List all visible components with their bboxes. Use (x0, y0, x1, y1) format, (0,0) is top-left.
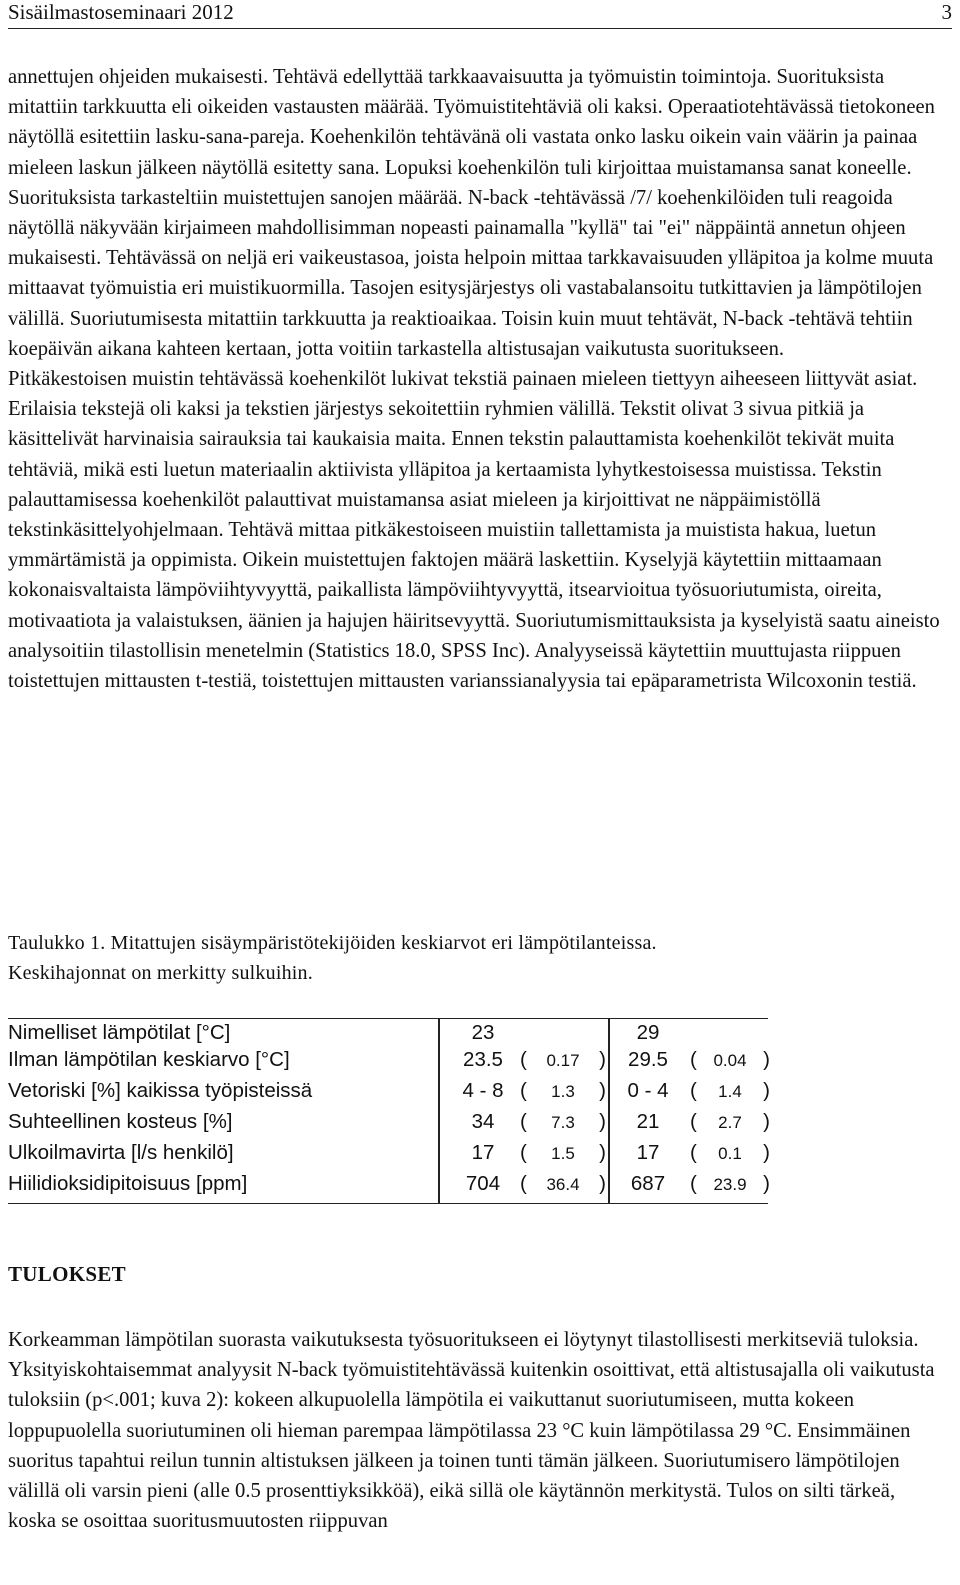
row-sd-29: ( 2.7 ) (690, 1110, 770, 1133)
sd-value: 0.04 (713, 1051, 747, 1070)
row-sd-29: ( 0.1 ) (690, 1141, 770, 1164)
row-label: Ilman lämpötilan keskiarvo [°C] (8, 1048, 290, 1071)
sd-value: 0.1 (718, 1144, 742, 1163)
row-sd-23: ( 7.3 ) (520, 1110, 606, 1133)
table-row (8, 1077, 768, 1108)
running-header (8, 0, 952, 29)
row-value-23: 704 (465, 1172, 501, 1195)
table-caption (8, 928, 944, 988)
header-col-23: 23 (471, 1021, 495, 1044)
row-sd-29: ( 1.4 ) (690, 1079, 770, 1102)
row-sd-29: ( 0.04 ) (690, 1048, 770, 1071)
row-sd-29: ( 23.9 ) (690, 1172, 770, 1195)
row-label: Ulkoilmavirta [l/s henkilö] (8, 1141, 234, 1164)
page-number: 3 (941, 0, 952, 24)
caption-line-1: Taulukko 1. Mitattujen sisäympäristötekijöiden keskiarvot eri lämpötilanteissa. (8, 932, 657, 954)
header-label: Nimelliset lämpötilat [°C] (8, 1021, 231, 1044)
row-label: Vetoriski [%] kaikissa työpisteissä (8, 1079, 313, 1102)
paragraph-methods-1: annettujen ohjeiden mukaisesti. Tehtävä edellyttää tarkkaavaisuutta ja työmuistin toimintoja. Suorituksista mitattiin tarkkuutta eli oikeiden vastausten määrää. Työmuistitehtäviä oli kaksi. Operaatiotehtävässä tietokoneen näytöllä esitettiin lasku-sana-pareja. Koehenkilön tehtävänä oli vastata onko lasku oikein vain väärin ja painaa mieleen laskun jälkeen näytöllä esitetty sana. Lopuksi koehenkilön tuli kirjoittaa muistamansa sanat koneelle. Suorituksista tarkasteltiin muistettujen sanojen määrää. N-back -tehtävässä /7/ koehenkilöiden tuli reagoida näytöllä näkyvään kirjaimeen mahdollisimman nopeasti painamalla "kyllä" tai "ei" näppäintä annetun ohjeen mukaisesti. Tehtävässä on neljä eri vaikeustasoa, joista helpoin mittaa tarkkavaisuuden ylläpitoa ja kolme muuta mittaavat työmuistia eri muistikuormilla. Tasojen esitysjärjestys oli vastabalansoitu tutkittavien ja lämpötilojen välillä. Suoriutumisesta mitattiin tarkkuutta ja reaktioaikaa. Toisin kuin muut tehtävät, N-back -tehtävä tehtiin koepäivän aikana kahteen kertaan, jotta voitiin tarkastella altistusajan vaikutusta suoritukseen. (8, 66, 935, 360)
row-value-29: 0 - 4 (627, 1079, 669, 1102)
row-label: Hiilidioksidipitoisuus [ppm] (8, 1172, 248, 1195)
sd-value: 7.3 (551, 1113, 575, 1132)
sd-value: 2.7 (718, 1113, 742, 1132)
row-sd-23: ( 1.5 ) (520, 1141, 606, 1164)
row-label: Suhteellinen kosteus [%] (8, 1110, 233, 1133)
sd-value: 23.9 (713, 1175, 747, 1194)
table-row (8, 1170, 768, 1204)
row-value-29: 687 (630, 1172, 666, 1195)
paragraph-results: Korkeamman lämpötilan suorasta vaikutuksesta työsuoritukseen ei löytynyt tilastollisesti merkitseviä tuloksia. Yksityiskohtaisemmat analyysit N-back työmuistitehtävässä kuitenkin osoittivat, että altistusajalla oli vaikutusta tuloksiin (p<.001; kuva 2): kokeen alkupuolella lämpötila ei vaikuttanut suoriutumiseen, mutta kokeen loppupuolella suoriutuminen oli hieman parempaa lämpötilassa 23 °C kuin lämpötilassa 29 °C. Ensimmäinen suoritus tapahtui reilun tunnin altistuksen jälkeen ja toinen tunti tämän jälkeen. Suoriutumisero lämpötilojen välillä oli varsin pieni (alle 0.5 prosenttiyksikköä), eikä sillä ole käytännön merkitystä. Tulos on silti tärkeä, koska se osoittaa suoritusmuutosten riippuvan (8, 1329, 935, 1533)
table-row (8, 1139, 768, 1170)
row-sd-23: ( 1.3 ) (520, 1079, 606, 1102)
caption-line-2: Keskihajonnat on merkitty sulkuihin. (8, 962, 313, 984)
sd-value: 1.3 (551, 1082, 575, 1101)
row-value-23: 34 (471, 1110, 495, 1133)
row-value-29: 29.5 (628, 1048, 668, 1071)
sd-value: 36.4 (546, 1175, 580, 1194)
sd-value: 0.17 (546, 1051, 580, 1070)
row-value-29: 21 (636, 1110, 660, 1133)
paragraph-methods-2: Pitkäkestoisen muistin tehtävässä koehenkilöt lukivat tekstiä painaen mieleen tiettyyn aiheeseen liittyvät asiat. Erilaisia tekstejä oli kaksi ja tekstien järjestys sekoitettiin ryhmien välillä. Tekstit olivat 3 sivua pitkiä ja käsittelivät harvinaisia sairauksia tai kaukaisia maita. Ennen tekstin palauttamista koehenkilöt tekivät muita tehtäviä, mikä esti luetun materiaalin aktiivista ylläpitoa ja kertaamista lyhytkestoisessa muistissa. Tekstin palauttamisessa koehenkilöt palauttivat muistamansa asiat mieleen ja kirjoittivat ne näppäimistöllä tekstinkäsittelyohjelmaan. Tehtävä mittaa pitkäkestoiseen muistiin tallettamista ja muistista hakua, luetun ymmärtämistä ja oppimista. Oikein muistettujen faktojen määrä laskettiin. Kyselyjä käytettiin mittaamaan kokonaisvaltaista lämpöviihtyvyyttä, paikallista lämpöviihtyvyyttä, itsearvioitua työsuoriutumista, oireita, motivaatiota ja valaistuksen, äänien ja hajujen häiritsevyyttä. Suoriutumismittauksista ja kyselyistä saatu aineisto analysoitiin tilastollisin menetelmin (Statistics 18.0, SPSS Inc). Analyyseissä käytettiin muuttujasta riippuen toistettujen mittausten t-testiä, toistettujen mittausten varianssianalyysia tai epäparametrista Wilcoxonin testiä. (8, 368, 940, 693)
row-value-29: 17 (636, 1141, 660, 1164)
methods-text (8, 62, 944, 696)
row-value-23: 4 - 8 (462, 1079, 504, 1102)
table-row (8, 1046, 768, 1077)
results-text (8, 1325, 944, 1536)
row-sd-23: ( 36.4 ) (520, 1172, 606, 1195)
row-value-23: 17 (471, 1141, 495, 1164)
row-sd-23: ( 0.17 ) (520, 1048, 606, 1071)
sd-value: 1.5 (551, 1144, 575, 1163)
data-table (8, 1018, 768, 1204)
results-heading: TULOKSET (8, 1262, 126, 1286)
table-row (8, 1108, 768, 1139)
table-header-row (8, 1018, 768, 1046)
header-col-29: 29 (636, 1021, 660, 1044)
header-title: Sisäilmastoseminaari 2012 (8, 0, 234, 24)
row-value-23: 23.5 (463, 1048, 503, 1071)
sd-value: 1.4 (718, 1082, 742, 1101)
